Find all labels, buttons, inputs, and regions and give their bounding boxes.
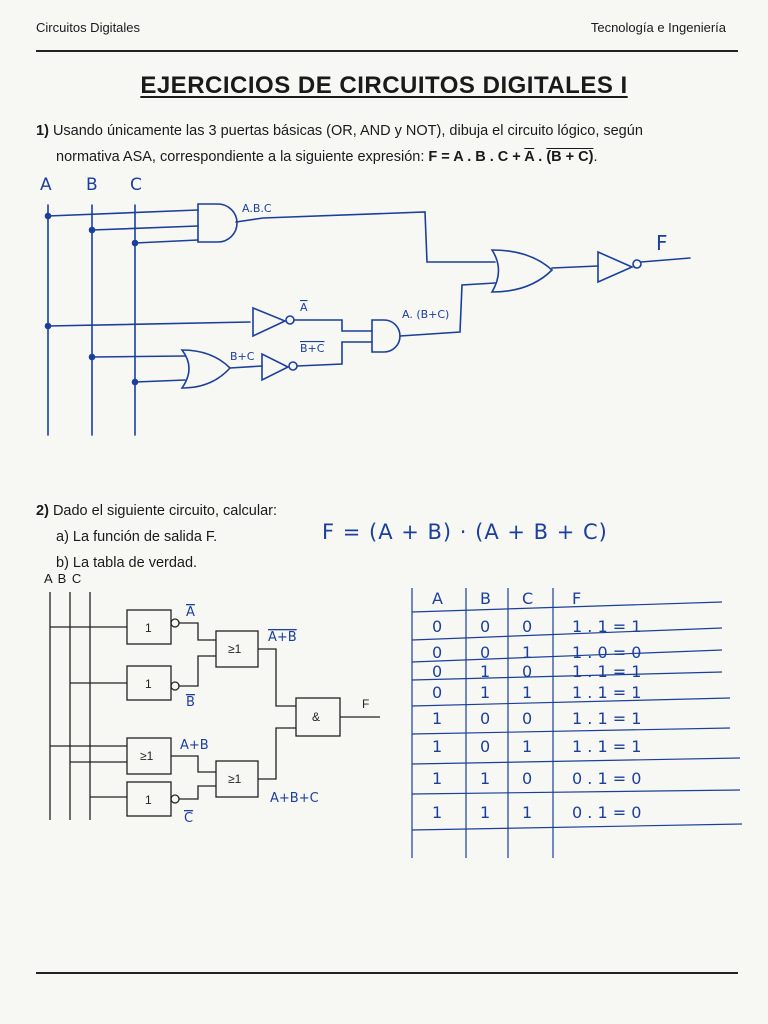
truth-table-header-a: A xyxy=(432,589,443,608)
and-symbol: & xyxy=(312,710,321,724)
question-2-item-b: b) La tabla de verdad. xyxy=(56,555,198,571)
truth-table-cell: 0 xyxy=(522,709,533,728)
hand-input-c: C xyxy=(130,175,142,195)
hand-and1-label: A.B.C xyxy=(242,202,272,215)
expr-not-a: $\overline{A}$ xyxy=(524,149,535,165)
q2-inputs-label: A B C xyxy=(44,571,83,586)
expr-dot: . xyxy=(534,149,547,165)
truth-table-cell: 0 xyxy=(432,662,443,681)
hand-not-bc-label: B+C xyxy=(300,342,325,355)
truth-table-cell: 1 xyxy=(432,737,443,756)
truth-table-cell: 0 . 1 = 0 xyxy=(572,769,642,788)
truth-table-cell: 0 xyxy=(432,617,443,636)
hand-output-f: F xyxy=(656,231,668,255)
truth-table-cell: 1 xyxy=(432,803,443,822)
truth-table-header-c: C xyxy=(522,589,534,608)
hand-input-b: B xyxy=(86,175,98,195)
or1-symbol: ≥1 xyxy=(228,642,242,656)
expr-not-b-or-c: (B + C) xyxy=(546,149,594,165)
q2-output-f: F xyxy=(362,697,370,711)
or2-symbol: ≥1 xyxy=(140,749,154,763)
truth-table-header-b: B xyxy=(480,589,491,608)
truth-table-cell: 0 . 1 = 0 xyxy=(572,803,642,822)
truth-table-cell: 0 xyxy=(522,769,533,788)
hand-b-or-c-label: B+C xyxy=(230,350,255,363)
truth-table-cell: 1 xyxy=(522,803,533,822)
page-title-text: EJERCICIOS DE CIRCUITOS DIGITALES I xyxy=(140,72,628,99)
truth-table-cell: 1 xyxy=(522,737,533,756)
truth-table-cell: 1 . 1 = 1 xyxy=(572,662,642,681)
truth-table-cell: 1 xyxy=(522,683,533,702)
truth-table-cell: 1 . 1 = 1 xyxy=(572,709,642,728)
not3-symbol: 1 xyxy=(145,793,152,807)
hand-q2-not-b: B xyxy=(186,695,195,710)
hand-input-a: A xyxy=(40,175,52,195)
truth-table-cell: 1 . 0 = 0 xyxy=(572,643,642,662)
truth-table-cell: 1 xyxy=(432,769,443,788)
truth-table-cell: 0 xyxy=(522,662,533,681)
question-1-text-2: normativa ASA, correspondiente a la siguiente expresión: xyxy=(56,149,429,165)
expr-prefix: F = A . B . C + xyxy=(428,149,525,165)
not1-symbol: 1 xyxy=(145,621,152,635)
truth-table-cell: 1 . 1 = 1 xyxy=(572,683,642,702)
hand-q2-not-a: A xyxy=(186,605,195,620)
truth-table-cell: 0 xyxy=(480,643,491,662)
question-1-number: 1) xyxy=(36,123,49,139)
truth-table-cell: 1 xyxy=(480,769,491,788)
header-department: Tecnología e Ingeniería xyxy=(590,20,726,35)
truth-table-cell: 1 xyxy=(480,803,491,822)
or3-symbol: ≥1 xyxy=(228,772,242,786)
not2-symbol: 1 xyxy=(145,677,152,691)
hand-q2-nota-or-notb: A+B xyxy=(268,630,297,645)
hand-q2-a-b-notc: A+B+C xyxy=(270,791,319,806)
expr-end: . xyxy=(593,149,598,165)
truth-table-cell: 1 xyxy=(480,662,491,681)
truth-table-cell: 0 xyxy=(432,643,443,662)
question-2-number: 2) xyxy=(36,503,49,519)
question-2-intro-text: Dado el siguiente circuito, calcular: xyxy=(52,503,277,519)
truth-table-cell: 1 . 1 = 1 xyxy=(572,737,642,756)
truth-table-cell: 0 xyxy=(480,617,491,636)
truth-table-cell: 1 xyxy=(480,683,491,702)
truth-table-cell: 1 xyxy=(432,709,443,728)
hand-formula: F = (A + B) · (A + B + C) xyxy=(322,520,608,544)
truth-table-header-f: F xyxy=(572,589,582,608)
header-subject: Circuitos Digitales xyxy=(36,20,141,35)
truth-table-cell: 1 . 1 = 1 xyxy=(572,617,642,636)
footer-rule xyxy=(36,972,738,974)
truth-table-cells xyxy=(432,589,641,822)
truth-table-cell: 0 xyxy=(480,709,491,728)
hand-and2-label: A. (B+C) xyxy=(402,308,450,321)
truth-table-cell: 0 xyxy=(480,737,491,756)
hand-q2-a-or-b: A+B xyxy=(180,738,209,753)
hand-q2-not-c: C xyxy=(184,811,194,826)
question-2-item-a: a) La función de salida F. xyxy=(56,529,218,545)
hand-not-a-label: A xyxy=(300,301,308,314)
question-1-text: Usando únicamente las 3 puertas básicas (OR, AND y NOT), dibuja el circuito lógico, según xyxy=(52,123,643,139)
truth-table-cell: 0 xyxy=(522,617,533,636)
truth-table-cell: 0 xyxy=(432,683,443,702)
truth-table-cell: 1 xyxy=(522,643,533,662)
